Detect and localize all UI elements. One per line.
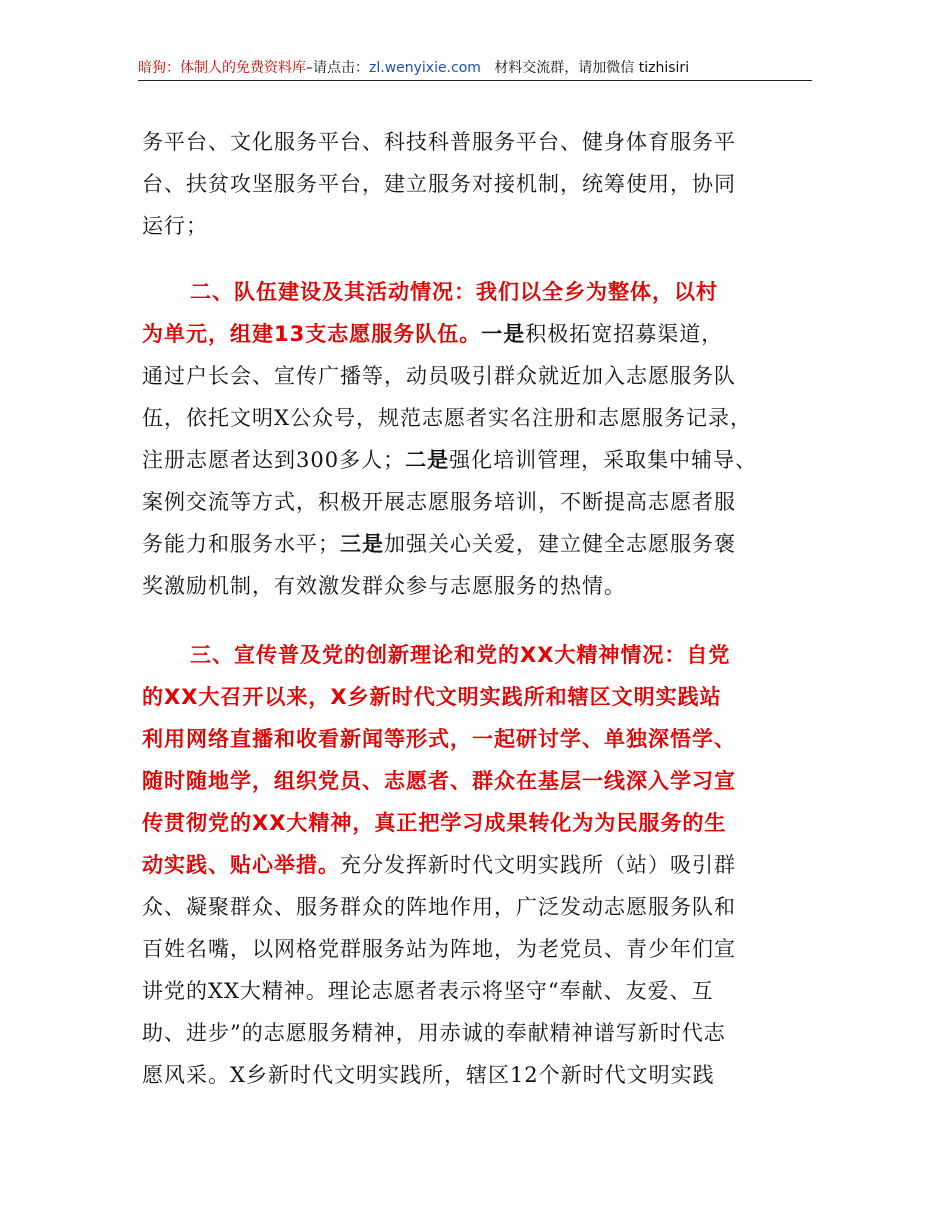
heading-end: 动实践、贴心举措。: [142, 853, 340, 877]
text-line: 通过户长会、宣传广播等，动员吸引群众就近加入志愿服务队: [142, 364, 736, 388]
text-line: 愿风采。X乡新时代文明实践所，辖区12个新时代文明实践: [142, 1063, 715, 1087]
text-line: 伍，依托文明X公众号，规范志愿者实名注册和志愿服务记录，: [142, 406, 752, 430]
page-header: [138, 58, 812, 81]
text-span: 务能力和服务水平；: [142, 532, 340, 556]
paragraph-3: [142, 634, 822, 1096]
heading-line: 传贯彻党的XX大精神，真正把学习成果转化为为民服务的生: [142, 811, 727, 835]
text-span: 充分发挥新时代文明实践所（站）吸引群: [340, 853, 736, 877]
site-link[interactable]: zl.wenyixie.com: [369, 60, 481, 76]
paragraph-2: [142, 271, 822, 607]
text-line: 运行；: [142, 214, 208, 238]
text-line: 台、扶贫攻坚服务平台，建立服务对接机制，统筹使用，协同: [142, 172, 736, 196]
section-heading: 三、宣传普及党的创新理论和党的XX大精神情况：自党: [190, 643, 731, 667]
text-line: 讲党的XX大精神。理论志愿者表示将坚守“奉献、友爱、互: [142, 979, 714, 1003]
group-info: 材料交流群，请加微信 tizhisiri: [494, 60, 690, 76]
keyword: 一是: [481, 322, 526, 346]
section-heading: 二、队伍建设及其活动情况：我们以全乡为整体，以村: [190, 280, 718, 304]
heading-line: 利用网络直播和收看新闻等形式，一起研讨学、单独深悟学、: [142, 727, 736, 751]
keyword: 三是: [340, 532, 384, 556]
text-line: 案例交流等方式，积极开展志愿服务培训，不断提高志愿者服: [142, 490, 736, 514]
click-prompt: –请点击：: [306, 60, 369, 76]
heading-line: 的XX大召开以来，X乡新时代文明实践所和辖区文明实践站: [142, 685, 722, 709]
text-line: 百姓名嘴，以网格党群服务站为阵地，为老党员、青少年们宣: [142, 937, 736, 961]
text-span: 强化培训管理，采取集中辅导、: [449, 448, 758, 472]
text-line: 众、凝聚群众、服务群众的阵地作用，广泛发动志愿服务队和: [142, 895, 736, 919]
site-name: 暗狗：体制人的免费资料库: [138, 60, 306, 76]
text-line: 奖激励机制，有效激发群众参与志愿服务的热情。: [142, 574, 626, 598]
text-span: 积极拓宽招募渠道，: [525, 322, 724, 346]
paragraph-1: [142, 121, 822, 247]
heading-line: 随时随地学，组织党员、志愿者、群众在基层一线深入学习宣: [142, 769, 736, 793]
section-heading-end: 为单元，组建13支志愿服务队伍。: [142, 322, 482, 346]
text-line: 助、进步”的志愿服务精神，用赤诚的奉献精神谱写新时代志: [142, 1021, 726, 1045]
text-span: 注册志愿者达到300多人；: [142, 448, 406, 472]
keyword: 二是: [405, 448, 450, 472]
text-line: 务平台、文化服务平台、科技科普服务平台、健身体育服务平: [142, 130, 736, 154]
text-span: 加强关心关爱，建立健全志愿服务褒: [384, 532, 736, 556]
